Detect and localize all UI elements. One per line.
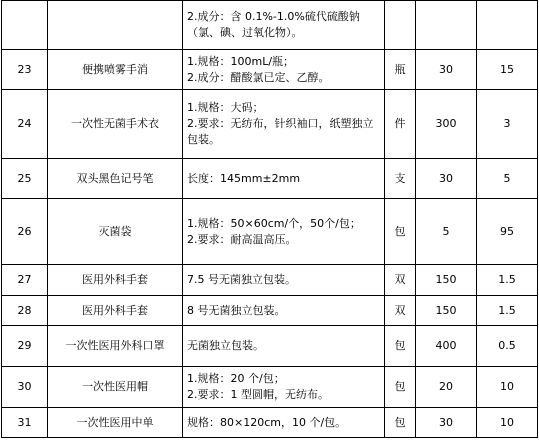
item-name: 一次性医用外科口罩 (48, 326, 183, 367)
spec-line: 8 号无菌独立包装。 (187, 303, 286, 317)
item-spec (183, 326, 385, 367)
item-spec (183, 90, 385, 159)
item-quantity: 30 (416, 50, 477, 90)
product-table (1, 0, 538, 438)
table-row (2, 1, 538, 50)
item-price: 1.5 (477, 265, 538, 296)
item-number: 31 (2, 408, 48, 438)
item-price: 10 (477, 408, 538, 438)
spec-line: 无菌独立包装。 (187, 339, 264, 352)
item-name: 一次性医用中单 (48, 408, 183, 438)
item-quantity: 400 (416, 326, 477, 367)
item-name: 医用外科手套 (48, 265, 183, 296)
item-number: 25 (2, 159, 48, 199)
item-price: 0.5 (477, 326, 538, 367)
spec-line: 规格：80×120cm，10 个/包。 (187, 415, 347, 429)
spec-line: 1.规格：100mL/瓶； (187, 54, 295, 68)
table-row (2, 408, 538, 438)
item-spec (183, 265, 385, 296)
item-unit: 件 (385, 90, 416, 159)
item-name: 一次性无菌手术衣 (48, 90, 183, 159)
item-quantity: 150 (416, 265, 477, 296)
item-unit: 双 (385, 296, 416, 326)
item-spec (183, 50, 385, 90)
item-number: 23 (2, 50, 48, 90)
item-number: 30 (2, 367, 48, 408)
item-quantity (416, 1, 477, 50)
item-price: 95 (477, 199, 538, 265)
spec-line: 2.要求：无纺布，针织袖口，纸塑独立包装。 (187, 117, 374, 146)
item-unit: 包 (385, 367, 416, 408)
item-unit: 双 (385, 265, 416, 296)
table-row (2, 199, 538, 265)
item-quantity: 150 (416, 296, 477, 326)
item-spec (183, 367, 385, 408)
item-number (2, 1, 48, 50)
spec-line: 长度：145mm±2mm (187, 171, 301, 185)
spec-line: 1.规格：50×60cm/个，50个/包； (187, 216, 361, 230)
item-name: 一次性医用帽 (48, 367, 183, 408)
item-quantity: 300 (416, 90, 477, 159)
item-unit: 包 (385, 199, 416, 265)
item-number: 24 (2, 90, 48, 159)
table-row (2, 50, 538, 90)
item-quantity: 20 (416, 367, 477, 408)
item-name: 双头黑色记号笔 (48, 159, 183, 199)
item-name: 灭菌袋 (48, 199, 183, 265)
item-unit: 包 (385, 326, 416, 367)
table-row (2, 296, 538, 326)
item-price: 5 (477, 159, 538, 199)
item-spec (183, 296, 385, 326)
item-price: 15 (477, 50, 538, 90)
item-quantity: 30 (416, 408, 477, 438)
item-number: 27 (2, 265, 48, 296)
item-spec (183, 408, 385, 438)
spec-line: 2.要求：1 型圆帽，无纺布。 (187, 388, 329, 401)
item-quantity: 5 (416, 199, 477, 265)
table-row (2, 367, 538, 408)
item-number: 29 (2, 326, 48, 367)
item-unit: 包 (385, 408, 416, 438)
item-name: 便携喷雾手消 (48, 50, 183, 90)
item-price: 3 (477, 90, 538, 159)
item-unit: 瓶 (385, 50, 416, 90)
spec-line: 2.要求：耐高温高压。 (187, 232, 297, 246)
item-price (477, 1, 538, 50)
table-row (2, 159, 538, 199)
item-spec (183, 199, 385, 265)
item-spec (183, 159, 385, 199)
spec-line: 1.规格：20 个/包； (187, 372, 285, 385)
item-price: 10 (477, 367, 538, 408)
item-unit: 支 (385, 159, 416, 199)
item-name (48, 1, 183, 50)
table-row (2, 265, 538, 296)
spec-line: 7.5 号无菌独立包装。 (187, 273, 296, 286)
spec-line: 1.规格：大码； (187, 101, 264, 114)
item-price: 1.5 (477, 296, 538, 326)
spec-line: 2.成分：含 0.1%-1.0%硫代硫酸钠（氯、碘、过氧化物）。 (187, 10, 360, 39)
item-spec (183, 1, 385, 50)
item-name: 医用外科手套 (48, 296, 183, 326)
table-row (2, 90, 538, 159)
item-unit (385, 1, 416, 50)
spec-line: 2.成分：醋酸氯已定、乙醇。 (187, 70, 330, 84)
table-row (2, 326, 538, 367)
item-quantity: 30 (416, 159, 477, 199)
item-number: 26 (2, 199, 48, 265)
item-number: 28 (2, 296, 48, 326)
